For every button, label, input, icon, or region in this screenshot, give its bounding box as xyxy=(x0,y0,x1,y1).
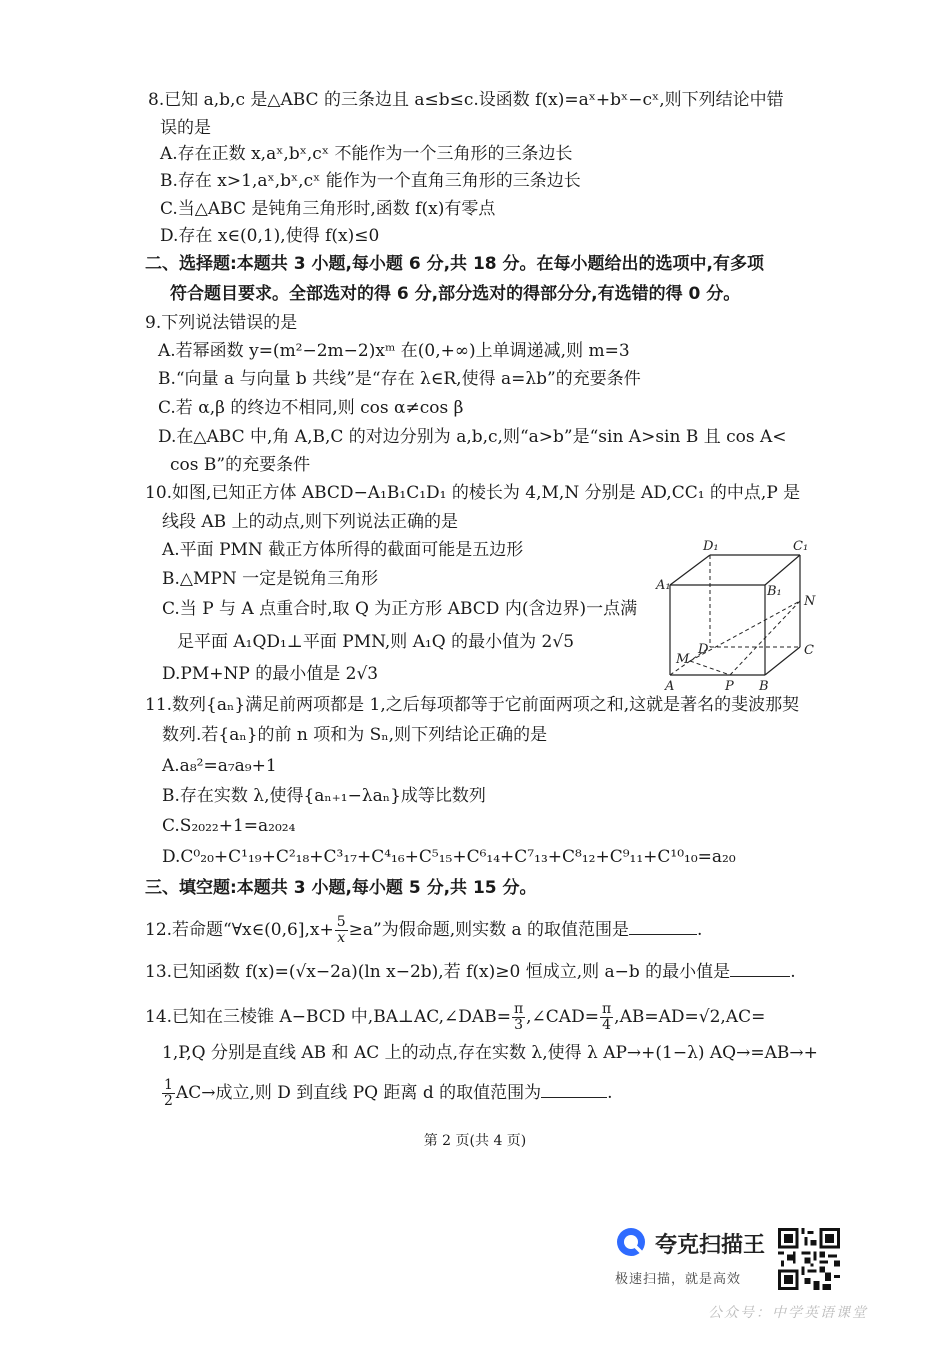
q14-fraction-pi-4 xyxy=(600,1002,613,1033)
q10-option-b: B.△MPN 一定是锐角三角形 xyxy=(162,569,379,589)
q8-option-b: B.存在 x>1,aˣ,bˣ,cˣ 能作为一个直角三角形的三条边长 xyxy=(160,171,581,191)
q9-option-a: A.若幂函数 y=(m²−2m−2)xᵐ 在(0,+∞)上单调递减,则 m=3 xyxy=(158,341,630,361)
q14-answer-blank xyxy=(541,1081,607,1098)
q13-end: . xyxy=(790,962,796,982)
q13 xyxy=(145,960,796,984)
q8-option-c: C.当△ABC 是钝角三角形时,函数 f(x)有零点 xyxy=(160,199,496,219)
scanner-app-name: 夸克扫描王 xyxy=(655,1233,766,1258)
wechat-account-watermark: 公众号：中学英语课堂 xyxy=(708,1305,868,1321)
q11-stem-line2: 数列.若{aₙ}的前 n 项和为 Sₙ,则下列结论正确的是 xyxy=(162,725,548,745)
q14-frac-4: 4 xyxy=(602,1017,612,1033)
q12-frac-den: x xyxy=(337,930,346,946)
section2-heading-line2: 符合题目要求。全部选对的得 6 分,部分选对的得部分分,有选错的得 0 分。 xyxy=(170,284,741,304)
q9-option-d-line2: cos B”的充要条件 xyxy=(170,455,311,475)
q12-fraction xyxy=(335,915,348,946)
label-n: N xyxy=(804,594,816,609)
q11-option-d: D.C⁰₂₀+C¹₁₉+C²₁₈+C³₁₇+C⁴₁₆+C⁵₁₅+C⁶₁₄+C⁷₁₃+C⁸₁₂+C⁹₁₁+C¹⁰₁₀=a₂₀ xyxy=(162,847,736,867)
scanner-slogan: 极速扫描，就是高效 xyxy=(615,1272,742,1287)
q13-answer-blank xyxy=(730,960,790,977)
q12 xyxy=(145,915,702,946)
qr-code-icon xyxy=(778,1228,840,1290)
label-d1: D₁ xyxy=(703,539,719,554)
q10-stem-line1: 10.如图,已知正方体 ABCD−A₁B₁C₁D₁ 的棱长为 4,M,N 分别是 AD,CC₁ 的中点,P 是 xyxy=(145,483,801,503)
q10-option-c-line1: C.当 P 与 A 点重合时,取 Q 为正方形 ABCD 内(含边界)一点满 xyxy=(162,599,638,619)
q12-answer-blank xyxy=(629,918,697,935)
q8-stem-line1: 8.已知 a,b,c 是△ABC 的三条边且 a≤b≤c.设函数 f(x)=aˣ+bˣ−cˣ,则下列结论中错 xyxy=(148,90,784,110)
q8-option-a: A.存在正数 x,aˣ,bˣ,cˣ 不能作为一个三角形的三条边长 xyxy=(160,144,573,164)
label-a1: A₁ xyxy=(656,578,671,593)
q13-text: 13.已知函数 f(x)=(√x−2a)(ln x−2b),若 f(x)≥0 恒成立,则 a−b 的最小值是 xyxy=(145,962,731,982)
q11-option-b: B.存在实数 λ,使得{aₙ₊₁−λaₙ}成等比数列 xyxy=(162,786,486,806)
q14-line2: 1,P,Q 分别是直线 AB 和 AC 上的动点,存在实数 λ,使得 λ AP→+(1−λ) AQ→=AB→+ xyxy=(162,1043,818,1063)
q14-frac-pi-2: π xyxy=(601,1001,612,1017)
q9-option-b: B.“向量 a 与向量 b 共线”是“存在 λ∈R,使得 a=λb”的充要条件 xyxy=(158,369,641,389)
label-b: B xyxy=(759,679,769,694)
label-m: M xyxy=(676,652,690,667)
q12-frac-num: 5 xyxy=(336,914,346,930)
label-d: D xyxy=(698,642,709,657)
q10-option-d: D.PM+NP 的最小值是 2√3 xyxy=(162,664,379,684)
q14-text-p3: ,AB=AD=√2,AC= xyxy=(614,1007,766,1027)
q9-option-d-line1: D.在△ABC 中,角 A,B,C 的对边分别为 a,b,c,则“a>b”是“sin A>sin B 且 cos A< xyxy=(158,427,787,447)
section2-heading-line1: 二、选择题:本题共 3 小题,每小题 6 分,共 18 分。在每小题给出的选项中,有多项 xyxy=(145,254,764,274)
section3-heading: 三、填空题:本题共 3 小题,每小题 5 分,共 15 分。 xyxy=(145,878,537,898)
q14-frac-pi: π xyxy=(513,1001,524,1017)
page-footer: 第 2 页(共 4 页) xyxy=(423,1133,527,1149)
q8-stem-line2: 误的是 xyxy=(160,118,211,138)
label-c1: C₁ xyxy=(793,539,809,554)
quark-logo-icon xyxy=(615,1226,647,1258)
cube-figure xyxy=(655,535,830,695)
q9-stem: 9.下列说法错误的是 xyxy=(145,313,298,333)
q14-half-den: 2 xyxy=(164,1093,173,1109)
q14-frac-3: 3 xyxy=(514,1017,524,1033)
label-c: C xyxy=(804,643,814,658)
q11-option-a: A.a₈²=a₇a₉+1 xyxy=(162,756,277,776)
q10-stem-line2: 线段 AB 上的动点,则下列说法正确的是 xyxy=(162,512,458,532)
q10-option-c-line2: 足平面 A₁QD₁⊥平面 PMN,则 A₁Q 的最小值为 2√5 xyxy=(177,632,575,652)
label-a: A xyxy=(665,679,675,694)
q14-line3 xyxy=(162,1078,613,1109)
q8-option-d: D.存在 x∈(0,1),使得 f(x)≤0 xyxy=(160,226,380,246)
label-p: P xyxy=(725,679,734,694)
q11-option-c: C.S₂₀₂₂+1=a₂₀₂₄ xyxy=(162,816,296,836)
q12-end: . xyxy=(697,920,703,940)
q14-fraction-pi-3 xyxy=(512,1002,525,1033)
label-b1: B₁ xyxy=(767,584,782,599)
q14-text-p2: ,∠CAD= xyxy=(526,1007,599,1027)
q10-option-a: A.平面 PMN 截正方体所得的截面可能是五边形 xyxy=(162,540,524,560)
q12-text-post: ≥a”为假命题,则实数 a 的取值范围是 xyxy=(348,920,630,940)
q14-end: . xyxy=(607,1083,613,1103)
q14-text-line3: AC→成立,则 D 到直线 PQ 距离 d 的取值范围为 xyxy=(175,1083,542,1103)
q12-text-pre: 12.若命题“∀x∈(0,6],x+ xyxy=(145,920,334,940)
q11-stem-line1: 11.数列{aₙ}满足前两项都是 1,之后每项都等于它前面两项之和,这就是著名的斐波那契 xyxy=(145,695,800,715)
q14-text-p1: 14.已知在三棱锥 A−BCD 中,BA⊥AC,∠DAB= xyxy=(145,1007,511,1027)
q9-option-c: C.若 α,β 的终边不相同,则 cos α≠cos β xyxy=(158,398,464,418)
q14-fraction-half xyxy=(162,1078,175,1109)
q14-half-num: 1 xyxy=(164,1077,173,1093)
q14-line1 xyxy=(145,1002,765,1033)
